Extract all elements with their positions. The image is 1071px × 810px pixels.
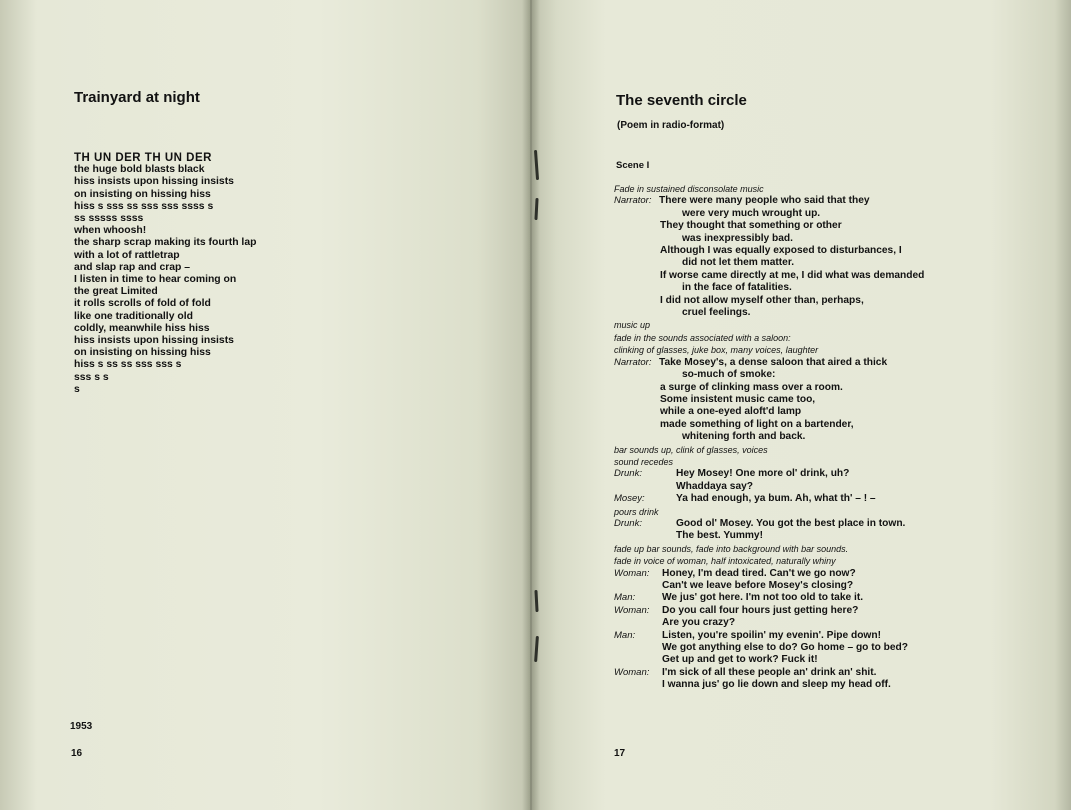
dialogue-text: cruel feelings. bbox=[682, 307, 751, 319]
speaker-label: Drunk: bbox=[614, 517, 642, 529]
poem-line: coldly, meanwhile hiss hiss bbox=[74, 322, 210, 334]
script-line bbox=[614, 270, 1034, 282]
poem-line: TH UN DER TH UN DER bbox=[74, 152, 212, 164]
dialogue-text: The best. Yummy! bbox=[676, 530, 763, 542]
script-line bbox=[614, 605, 1034, 617]
dialogue-text: Can't we leave before Mosey's closing? bbox=[662, 580, 854, 591]
stage-direction: fade in the sounds associated with a saloon: bbox=[614, 332, 791, 343]
poem-line: sss s s bbox=[74, 371, 109, 383]
script-line bbox=[614, 530, 1034, 542]
dialogue-text: Ya had enough, ya bum. Ah, what th' – ! – bbox=[676, 493, 876, 505]
script-line bbox=[614, 307, 1034, 319]
dialogue-text: We got anything else to do? Go home – go to bed? bbox=[662, 642, 909, 654]
stage-direction: pours drink bbox=[614, 506, 659, 517]
script-line bbox=[614, 208, 1034, 220]
script-line bbox=[614, 382, 1034, 394]
poem-line: hiss s sss ss sss sss ssss s bbox=[74, 200, 214, 212]
poem-line: the great Limited bbox=[74, 286, 158, 298]
poem-line: s bbox=[74, 383, 80, 395]
poem-line: like one traditionally old bbox=[74, 310, 193, 322]
poem-line: I listen in time to hear coming on bbox=[74, 274, 237, 286]
poem-date: 1953 bbox=[70, 721, 93, 732]
poem-line: the huge bold blasts black bbox=[74, 164, 205, 176]
page-number-right: 17 bbox=[614, 748, 626, 759]
dialogue-text: They thought that something or other bbox=[660, 220, 842, 232]
script-line bbox=[614, 233, 1034, 245]
script-line bbox=[614, 679, 1034, 691]
poem-line: it rolls scrolls of fold of fold bbox=[74, 298, 211, 310]
script-line bbox=[614, 419, 1034, 431]
dialogue-text: Do you call four hours just getting here? bbox=[662, 604, 859, 616]
dialogue-text: Get up and get to work? Fuck it! bbox=[662, 654, 818, 666]
script-line bbox=[614, 580, 1034, 592]
book-spine bbox=[522, 0, 540, 810]
poem-body bbox=[74, 152, 256, 396]
poem-line: on insisting on hissing hiss bbox=[74, 347, 211, 359]
script-line bbox=[614, 406, 1034, 418]
script-line bbox=[614, 357, 1034, 369]
stage-direction: music up bbox=[614, 320, 651, 331]
speaker-label: Woman: bbox=[614, 567, 650, 579]
radio-script bbox=[614, 183, 1034, 692]
script-line bbox=[614, 369, 1034, 381]
dialogue-text: a surge of clinking mass over a room. bbox=[660, 381, 843, 393]
poem-line: hiss insists upon hissing insists bbox=[74, 176, 234, 188]
script-line bbox=[614, 220, 1034, 232]
poem-line: hiss s ss ss sss sss s bbox=[74, 359, 182, 371]
stage-direction: Fade in sustained disconsolate music bbox=[614, 184, 764, 194]
script-line bbox=[614, 592, 1034, 604]
poem-line: when whoosh! bbox=[74, 225, 147, 237]
script-line bbox=[614, 518, 1034, 530]
dialogue-text: did not let them matter. bbox=[682, 257, 795, 269]
dialogue-text: was inexpressibly bad. bbox=[682, 232, 793, 244]
speaker-label: Narrator: bbox=[614, 195, 652, 207]
script-line bbox=[614, 493, 1034, 505]
speaker-label: Man: bbox=[614, 629, 636, 641]
stage-direction: bar sounds up, clink of glasses, voices bbox=[614, 444, 768, 455]
poem-line: on insisting on hissing hiss bbox=[74, 188, 211, 200]
poem-title: The seventh circle bbox=[616, 92, 747, 109]
script-line bbox=[614, 295, 1034, 307]
speaker-label: Mosey: bbox=[614, 493, 645, 505]
script-line bbox=[614, 245, 1034, 257]
dialogue-text: Are you crazy? bbox=[662, 617, 736, 629]
script-line bbox=[614, 481, 1034, 493]
script-line bbox=[614, 667, 1034, 679]
script-line bbox=[614, 642, 1034, 654]
dialogue-text: Listen, you're spoilin' my evenin'. Pipe down! bbox=[662, 629, 881, 641]
dialogue-text: while a one-eyed aloft'd lamp bbox=[660, 406, 802, 418]
dialogue-text: so-much of smoke: bbox=[682, 369, 776, 381]
script-line bbox=[614, 617, 1034, 629]
poem-title: Trainyard at night bbox=[74, 89, 200, 106]
dialogue-text: made something of light on a bartender, bbox=[660, 418, 854, 430]
dialogue-text: We jus' got here. I'm not too old to take it. bbox=[662, 592, 864, 604]
poem-line: hiss insists upon hissing insists bbox=[74, 335, 234, 347]
speaker-label: Woman: bbox=[614, 666, 650, 678]
poem-line: ss sssss ssss bbox=[74, 213, 144, 225]
script-line bbox=[614, 195, 1034, 207]
script-line bbox=[614, 431, 1034, 443]
script-line bbox=[614, 630, 1034, 642]
dialogue-text: I'm sick of all these people an' drink an' shit. bbox=[662, 666, 877, 678]
stage-direction: clinking of glasses, juke box, many voices, laughter bbox=[614, 345, 819, 356]
speaker-label: Narrator: bbox=[614, 356, 652, 368]
script-line bbox=[614, 654, 1034, 666]
dialogue-text: Good ol' Mosey. You got the best place in town. bbox=[676, 517, 906, 529]
speaker-label: Woman: bbox=[614, 604, 650, 616]
dialogue-text: Honey, I'm dead tired. Can't we go now? bbox=[662, 567, 856, 579]
script-line bbox=[614, 257, 1034, 269]
dialogue-text: Take Mosey's, a dense saloon that aired a thick bbox=[659, 356, 888, 368]
dialogue-text: were very much wrought up. bbox=[682, 207, 821, 219]
script-line bbox=[614, 568, 1034, 580]
stage-direction: sound recedes bbox=[614, 456, 674, 467]
dialogue-text: Some insistent music came too, bbox=[660, 393, 816, 405]
poem-subtitle: (Poem in radio-format) bbox=[617, 120, 725, 131]
scene-heading: Scene I bbox=[616, 160, 650, 171]
stage-direction: fade up bar sounds, fade into background with bar sounds. bbox=[614, 543, 849, 554]
dialogue-text: There were many people who said that they bbox=[659, 195, 870, 207]
dialogue-text: whitening forth and back. bbox=[682, 431, 806, 443]
dialogue-text: I did not allow myself other than, perhaps, bbox=[660, 294, 864, 306]
page-number-left: 16 bbox=[71, 748, 83, 759]
left-page bbox=[0, 0, 530, 810]
dialogue-text: Although I was equally exposed to disturbances, I bbox=[660, 245, 902, 257]
dialogue-text: Whaddaya say? bbox=[676, 480, 753, 492]
speaker-label: Man: bbox=[614, 592, 636, 604]
dialogue-text: I wanna jus' go lie down and sleep my head off. bbox=[662, 679, 891, 691]
dialogue-text: Hey Mosey! One more ol' drink, uh? bbox=[676, 468, 850, 480]
script-line bbox=[614, 282, 1034, 294]
dialogue-text: If worse came directly at me, I did what was demanded bbox=[660, 269, 925, 281]
poem-line: the sharp scrap making its fourth lap bbox=[74, 237, 257, 249]
stage-direction: fade in voice of woman, half intoxicated, naturally whiny bbox=[614, 556, 836, 567]
script-line bbox=[614, 394, 1034, 406]
poem-line: with a lot of rattletrap bbox=[74, 249, 180, 261]
dialogue-text: in the face of fatalities. bbox=[682, 282, 792, 294]
script-line bbox=[614, 468, 1034, 480]
speaker-label: Drunk: bbox=[614, 468, 642, 480]
poem-line: and slap rap and crap – bbox=[74, 261, 191, 273]
